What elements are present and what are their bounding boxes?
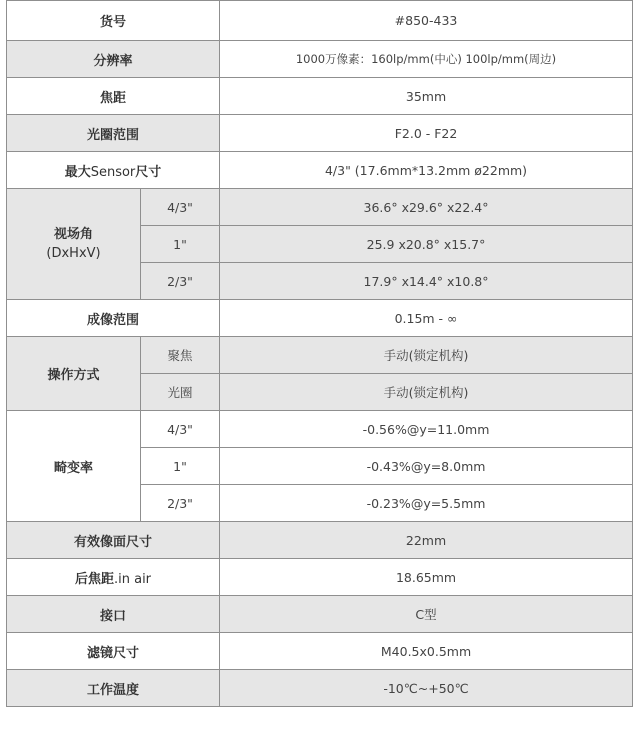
label-imaging-range: 成像范围 xyxy=(7,300,220,337)
label-sku: 货号 xyxy=(7,1,220,41)
row-mount xyxy=(7,596,633,633)
operation-value-1: 手动(锁定机构) xyxy=(220,337,633,374)
row-fov-1 xyxy=(7,189,633,226)
row-imaging-range xyxy=(7,300,633,337)
label-aperture-range: 光圈范围 xyxy=(7,115,220,152)
label-field-of-view xyxy=(7,189,141,300)
row-back-focus xyxy=(7,559,633,596)
label-back-focus-part1: 后焦距 xyxy=(74,571,114,587)
distortion-value-1: -0.56%@y=11.0mm xyxy=(220,411,633,448)
value-filter-size: M40.5x0.5mm xyxy=(220,633,633,670)
label-back-focus-part2: .in air xyxy=(113,571,152,587)
label-resolution: 分辨率 xyxy=(7,41,220,78)
row-resolution xyxy=(7,41,633,78)
value-sku: #850-433 xyxy=(220,1,633,41)
label-effective-image: 有效像面尺寸 xyxy=(7,522,220,559)
fov-value-2: 25.9 x20.8° x15.7° xyxy=(220,226,633,263)
operation-name-2: 光圈 xyxy=(141,374,220,411)
row-filter-size xyxy=(7,633,633,670)
distortion-format-1: 4/3" xyxy=(141,411,220,448)
label-operating-temp: 工作温度 xyxy=(7,670,220,707)
fov-format-3: 2/3" xyxy=(141,263,220,300)
value-max-sensor: 4/3" (17.6mm*13.2mm ø22mm) xyxy=(220,152,633,189)
row-operation-1 xyxy=(7,337,633,374)
row-max-sensor xyxy=(7,152,633,189)
row-distortion-1 xyxy=(7,411,633,448)
value-resolution: 1000万像素：160lp/mm(中心) 100lp/mm(周边) xyxy=(220,41,633,78)
value-mount: C型 xyxy=(220,596,633,633)
label-operation: 操作方式 xyxy=(7,337,141,411)
label-filter-size: 滤镜尺寸 xyxy=(7,633,220,670)
operation-value-2: 手动(锁定机构) xyxy=(220,374,633,411)
value-focal-length: 35mm xyxy=(220,78,633,115)
row-aperture-range xyxy=(7,115,633,152)
value-effective-image: 22mm xyxy=(220,522,633,559)
distortion-format-3: 2/3" xyxy=(141,485,220,522)
distortion-format-2: 1" xyxy=(141,448,220,485)
label-mount: 接口 xyxy=(7,596,220,633)
label-focal-length: 焦距 xyxy=(7,78,220,115)
label-fov-line2: (DxHxV) xyxy=(46,246,101,261)
operation-name-1: 聚焦 xyxy=(141,337,220,374)
spec-table xyxy=(6,0,633,707)
value-operating-temp: -10℃~+50℃ xyxy=(220,670,633,707)
fov-format-2: 1" xyxy=(141,226,220,263)
label-max-sensor-part2: Sensor xyxy=(90,164,136,180)
distortion-value-2: -0.43%@y=8.0mm xyxy=(220,448,633,485)
label-fov-line1: 视场角 xyxy=(53,227,93,242)
row-operating-temp xyxy=(7,670,633,707)
value-back-focus: 18.65mm xyxy=(220,559,633,596)
value-aperture-range: F2.0 - F22 xyxy=(220,115,633,152)
row-effective-image xyxy=(7,522,633,559)
label-max-sensor xyxy=(7,152,220,189)
fov-format-1: 4/3" xyxy=(141,189,220,226)
label-max-sensor-part3: 尺寸 xyxy=(135,164,162,180)
label-back-focus xyxy=(7,559,220,596)
distortion-value-3: -0.23%@y=5.5mm xyxy=(220,485,633,522)
value-imaging-range: 0.15m - ∞ xyxy=(220,300,633,337)
label-max-sensor-part1: 最大 xyxy=(64,164,91,180)
label-distortion: 畸变率 xyxy=(7,411,141,522)
row-focal-length xyxy=(7,78,633,115)
fov-value-1: 36.6° x29.6° x22.4° xyxy=(220,189,633,226)
row-sku xyxy=(7,1,633,41)
fov-value-3: 17.9° x14.4° x10.8° xyxy=(220,263,633,300)
